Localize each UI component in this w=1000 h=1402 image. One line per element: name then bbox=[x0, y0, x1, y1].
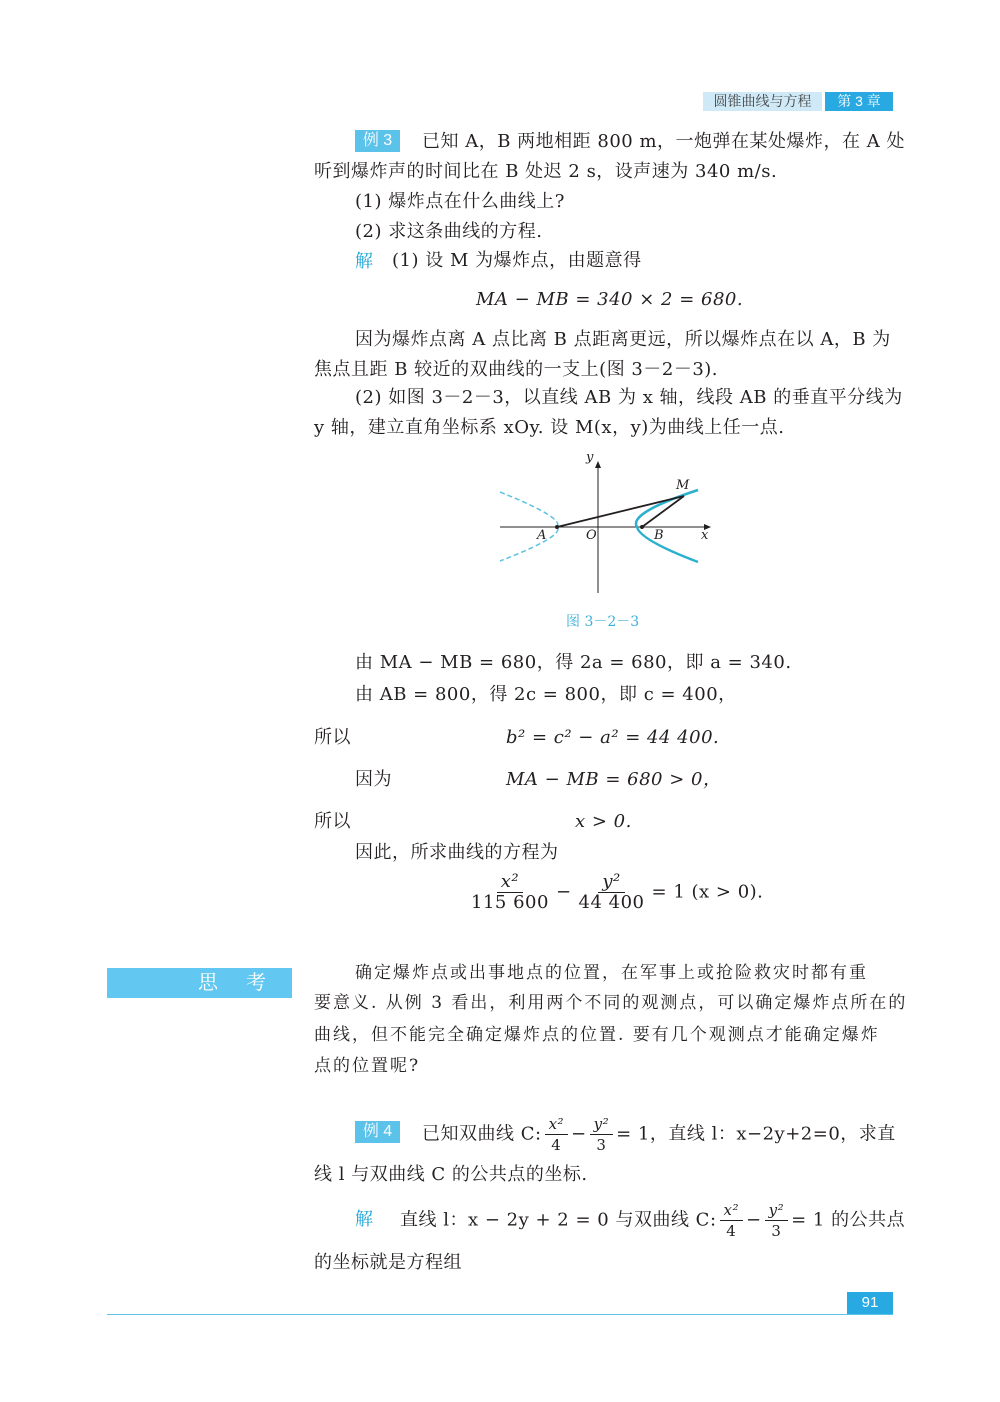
numerator: y² bbox=[590, 1114, 614, 1135]
denominator: 4 bbox=[726, 1222, 737, 1240]
numerator: x² bbox=[720, 1200, 743, 1221]
solution-line: y 轴，建立直角坐标系 xOy. 设 M(x，y)为曲线上任一点. bbox=[314, 417, 785, 438]
so-label: 所以 bbox=[314, 811, 351, 832]
label-B: B bbox=[654, 528, 664, 543]
solution-line: (2) 如图 3－2－3，以直线 AB 为 x 轴，线段 AB 的垂直平分线为 bbox=[355, 387, 903, 408]
solution-label: 解 bbox=[355, 251, 374, 271]
think-line: 点的位置呢? bbox=[314, 1056, 421, 1076]
equation: b² = c² − a² = 44 400. bbox=[506, 727, 720, 748]
equation: MA − MB = 680 > 0， bbox=[506, 769, 722, 790]
fraction bbox=[545, 1114, 568, 1155]
derivation-line: 由 MA − MB = 680，得 2a = 680，即 a = 340. bbox=[355, 652, 792, 673]
solution-line: 的坐标就是方程组 bbox=[314, 1252, 462, 1273]
think-line: 要意义. 从例 3 看出，利用两个不同的观测点，可以确定爆炸点所在的 bbox=[314, 993, 908, 1013]
denominator: 3 bbox=[596, 1136, 607, 1154]
fraction bbox=[467, 872, 553, 913]
so-label: 所以 bbox=[314, 727, 351, 748]
example-4-badge: 例 4 bbox=[355, 1121, 400, 1143]
minus: − bbox=[555, 881, 572, 903]
label-A: A bbox=[537, 528, 547, 543]
example-3-badge: 例 3 bbox=[355, 130, 400, 152]
numerator: x² bbox=[497, 872, 523, 893]
solution-line: (1) 设 M 为爆炸点，由题意得 bbox=[392, 250, 642, 271]
segment-MA bbox=[557, 496, 684, 527]
think-label: 思 考 bbox=[107, 968, 292, 998]
fraction bbox=[590, 1114, 614, 1155]
page-number: 91 bbox=[847, 1292, 893, 1314]
final-equation bbox=[464, 872, 763, 913]
hyperbola-diagram bbox=[490, 448, 720, 598]
think-line: 确定爆炸点或出事地点的位置，在军事上或抢险救灾时都有重 bbox=[355, 963, 868, 983]
example-3-question-2: (2) 求这条曲线的方程. bbox=[355, 221, 543, 242]
solution-line bbox=[400, 1200, 905, 1241]
equation: x > 0. bbox=[575, 811, 632, 832]
numerator: y² bbox=[765, 1200, 789, 1221]
example-3-line: 听到爆炸声的时间比在 B 处迟 2 s，设声速为 340 m/s. bbox=[314, 161, 778, 182]
denominator: 44 400 bbox=[578, 892, 645, 913]
numerator: x² bbox=[545, 1114, 568, 1135]
think-line: 曲线，但不能完全确定爆炸点的位置. 要有几个观测点才能确定爆炸 bbox=[314, 1025, 880, 1045]
fraction bbox=[575, 872, 649, 913]
denominator: 115 600 bbox=[471, 892, 549, 913]
footer-rule bbox=[107, 1314, 893, 1315]
equation-rhs: = 1 (x > 0). bbox=[651, 881, 764, 903]
label-O: O bbox=[586, 528, 597, 543]
text: = 1 的公共点 bbox=[791, 1209, 906, 1231]
derivation-line: 由 AB = 800，得 2c = 800，即 c = 400， bbox=[355, 684, 737, 705]
solution-line: 焦点且距 B 较近的双曲线的一支上(图 3－2－3). bbox=[314, 359, 719, 380]
text: 直线 l：x − 2y + 2 = 0 与双曲线 C: bbox=[400, 1209, 717, 1231]
example-4-line: 线 l 与双曲线 C 的公共点的坐标. bbox=[314, 1164, 588, 1185]
equation: MA − MB = 340 × 2 = 680. bbox=[476, 289, 744, 310]
figure-hyperbola bbox=[490, 448, 720, 598]
numerator: y² bbox=[598, 872, 624, 893]
fraction bbox=[765, 1200, 789, 1241]
solution-label: 解 bbox=[355, 1209, 374, 1229]
chapter-label: 第 3 章 bbox=[825, 92, 893, 111]
fraction bbox=[720, 1200, 743, 1241]
label-y: y bbox=[586, 450, 594, 465]
minus: − bbox=[746, 1209, 762, 1231]
text: 已知双曲线 C: bbox=[422, 1123, 542, 1145]
because-label: 因为 bbox=[355, 769, 392, 790]
minus: − bbox=[571, 1123, 587, 1145]
label-x: x bbox=[701, 528, 709, 543]
solution-line: 因为爆炸点离 A 点比离 B 点距离更远，所以爆炸点在以 A，B 为 bbox=[355, 329, 891, 350]
figure-caption: 图 3－2－3 bbox=[566, 614, 640, 630]
denominator: 3 bbox=[771, 1222, 782, 1240]
text: = 1，直线 l：x−2y+2=0，求直 bbox=[616, 1123, 896, 1145]
label-M: M bbox=[676, 478, 690, 493]
example-3-question-1: (1) 爆炸点在什么曲线上? bbox=[355, 191, 565, 212]
section-title: 圆锥曲线与方程 bbox=[703, 92, 822, 111]
therefore-line: 因此，所求曲线的方程为 bbox=[355, 842, 559, 863]
denominator: 4 bbox=[551, 1136, 562, 1154]
example-3-line: 已知 A，B 两地相距 800 m，一炮弹在某处爆炸，在 A 处 bbox=[422, 131, 905, 152]
example-4-line bbox=[422, 1114, 896, 1155]
